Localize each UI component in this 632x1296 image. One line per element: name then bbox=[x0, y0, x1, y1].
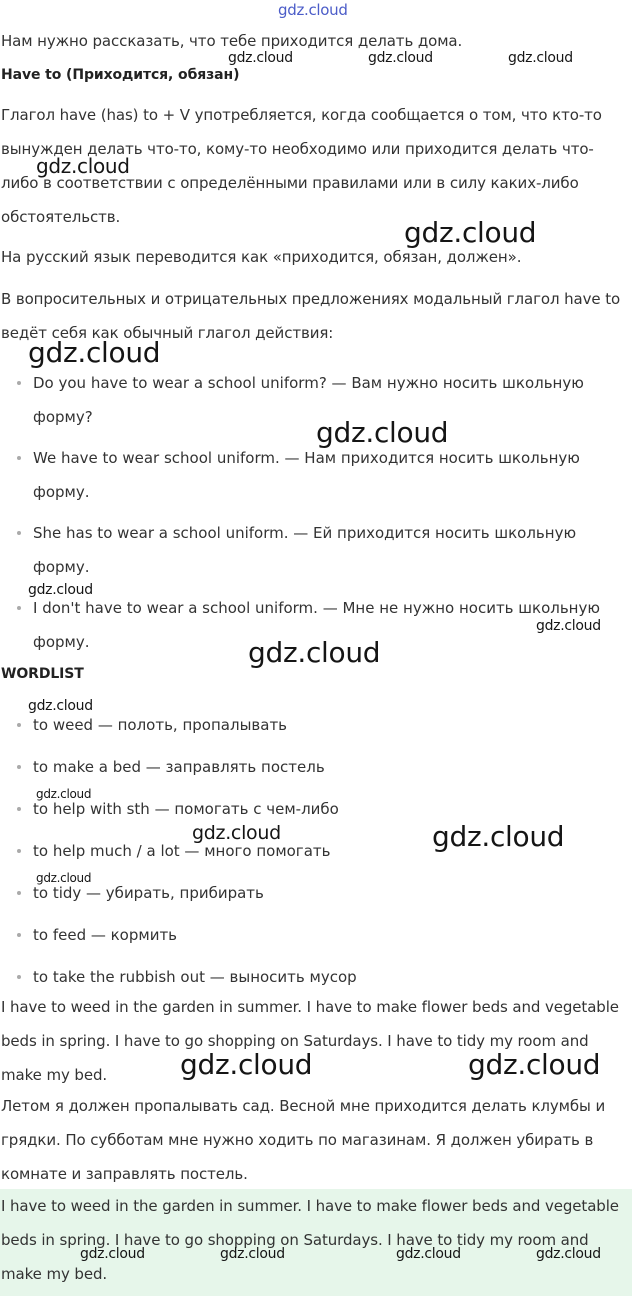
watermark: gdz.cloud bbox=[36, 787, 92, 801]
wordlist-title: WORDLIST bbox=[1, 666, 84, 682]
header-watermark: gdz.cloud bbox=[278, 1, 348, 19]
examples-list bbox=[1, 366, 601, 659]
list-item: to tidy — убирать, прибирать bbox=[1, 876, 629, 910]
list-item: to weed — полоть, пропалывать bbox=[1, 708, 629, 742]
grammar-paragraph-3: В вопросительных и отрицательных предложениях модальный глагол have to ведёт себя как обычный глагол действия: bbox=[1, 290, 621, 342]
list-item: to feed — кормить bbox=[1, 918, 629, 952]
watermark: gdz.cloud bbox=[432, 820, 565, 853]
watermark: gdz.cloud bbox=[316, 416, 449, 449]
watermark: gdz.cloud bbox=[536, 618, 601, 634]
list-item: She has to wear a school uniform. — Ей приходится носить школьную форму. bbox=[1, 516, 601, 584]
watermark: gdz.cloud bbox=[248, 636, 381, 669]
watermark: gdz.cloud bbox=[80, 1246, 145, 1262]
answer-russian: Летом я должен пропалывать сад. Весной мне приходится делать клумбы и грядки. По субботам мне нужно ходить по магазинам. Я должен убирать в комнате и заправлять постель. bbox=[1, 1097, 606, 1183]
watermark: gdz.cloud bbox=[28, 698, 93, 714]
watermark: gdz.cloud bbox=[404, 216, 537, 249]
list-item: to take the rubbish out — выносить мусор bbox=[1, 960, 629, 994]
list-item: We have to wear school uniform. — Нам приходится носить школьную форму. bbox=[1, 441, 601, 509]
watermark: gdz.cloud bbox=[368, 50, 433, 66]
answer-highlighted: I have to weed in the garden in summer. I have to make flower beds and vegetable beds in spring. I have to go shopping on Saturdays. I have to tidy my room and make my bed. bbox=[1, 1197, 619, 1283]
watermark: gdz.cloud bbox=[508, 50, 573, 66]
grammar-paragraph-2: На русский язык переводится как «приходится, обязан, должен». bbox=[1, 248, 522, 266]
list-item: to help much / a lot — много помогать bbox=[1, 834, 629, 868]
list-item: I don't have to wear a school uniform. — Мне не нужно носить школьную форму. bbox=[1, 591, 601, 659]
grammar-title: Have to (Приходится, обязан) bbox=[1, 67, 240, 83]
watermark: gdz.cloud bbox=[220, 1246, 285, 1262]
watermark: gdz.cloud bbox=[468, 1048, 601, 1081]
grammar-paragraph-1: Глагол have (has) to + V употребляется, когда сообщается о том, что кто-то вынужден делать что-то, кому-то необходимо или приходится делать что-либо в соответствии с определёнными правилами или в силу каких-либо обстоятельств. bbox=[1, 106, 602, 226]
list-item: to help with sth — помогать с чем-либо bbox=[1, 792, 629, 826]
intro-text: Нам нужно рассказать, что тебе приходится делать дома. bbox=[1, 32, 463, 50]
watermark: gdz.cloud bbox=[28, 336, 161, 369]
watermark: gdz.cloud bbox=[536, 1246, 601, 1262]
watermark: gdz.cloud bbox=[192, 822, 281, 844]
watermark: gdz.cloud bbox=[180, 1048, 313, 1081]
watermark: gdz.cloud bbox=[36, 154, 130, 178]
watermark: gdz.cloud bbox=[228, 50, 293, 66]
list-item: to make a bed — заправлять постель bbox=[1, 750, 629, 784]
answer-english: I have to weed in the garden in summer. I have to make flower beds and vegetable beds in spring. I have to go shopping on Saturdays. I have to tidy my room and make my bed. bbox=[1, 998, 619, 1084]
list-item: Do you have to wear a school uniform? — Вам нужно носить школьную форму? bbox=[1, 366, 601, 434]
watermark: gdz.cloud bbox=[396, 1246, 461, 1262]
watermark: gdz.cloud bbox=[36, 871, 92, 885]
watermark: gdz.cloud bbox=[28, 582, 93, 598]
